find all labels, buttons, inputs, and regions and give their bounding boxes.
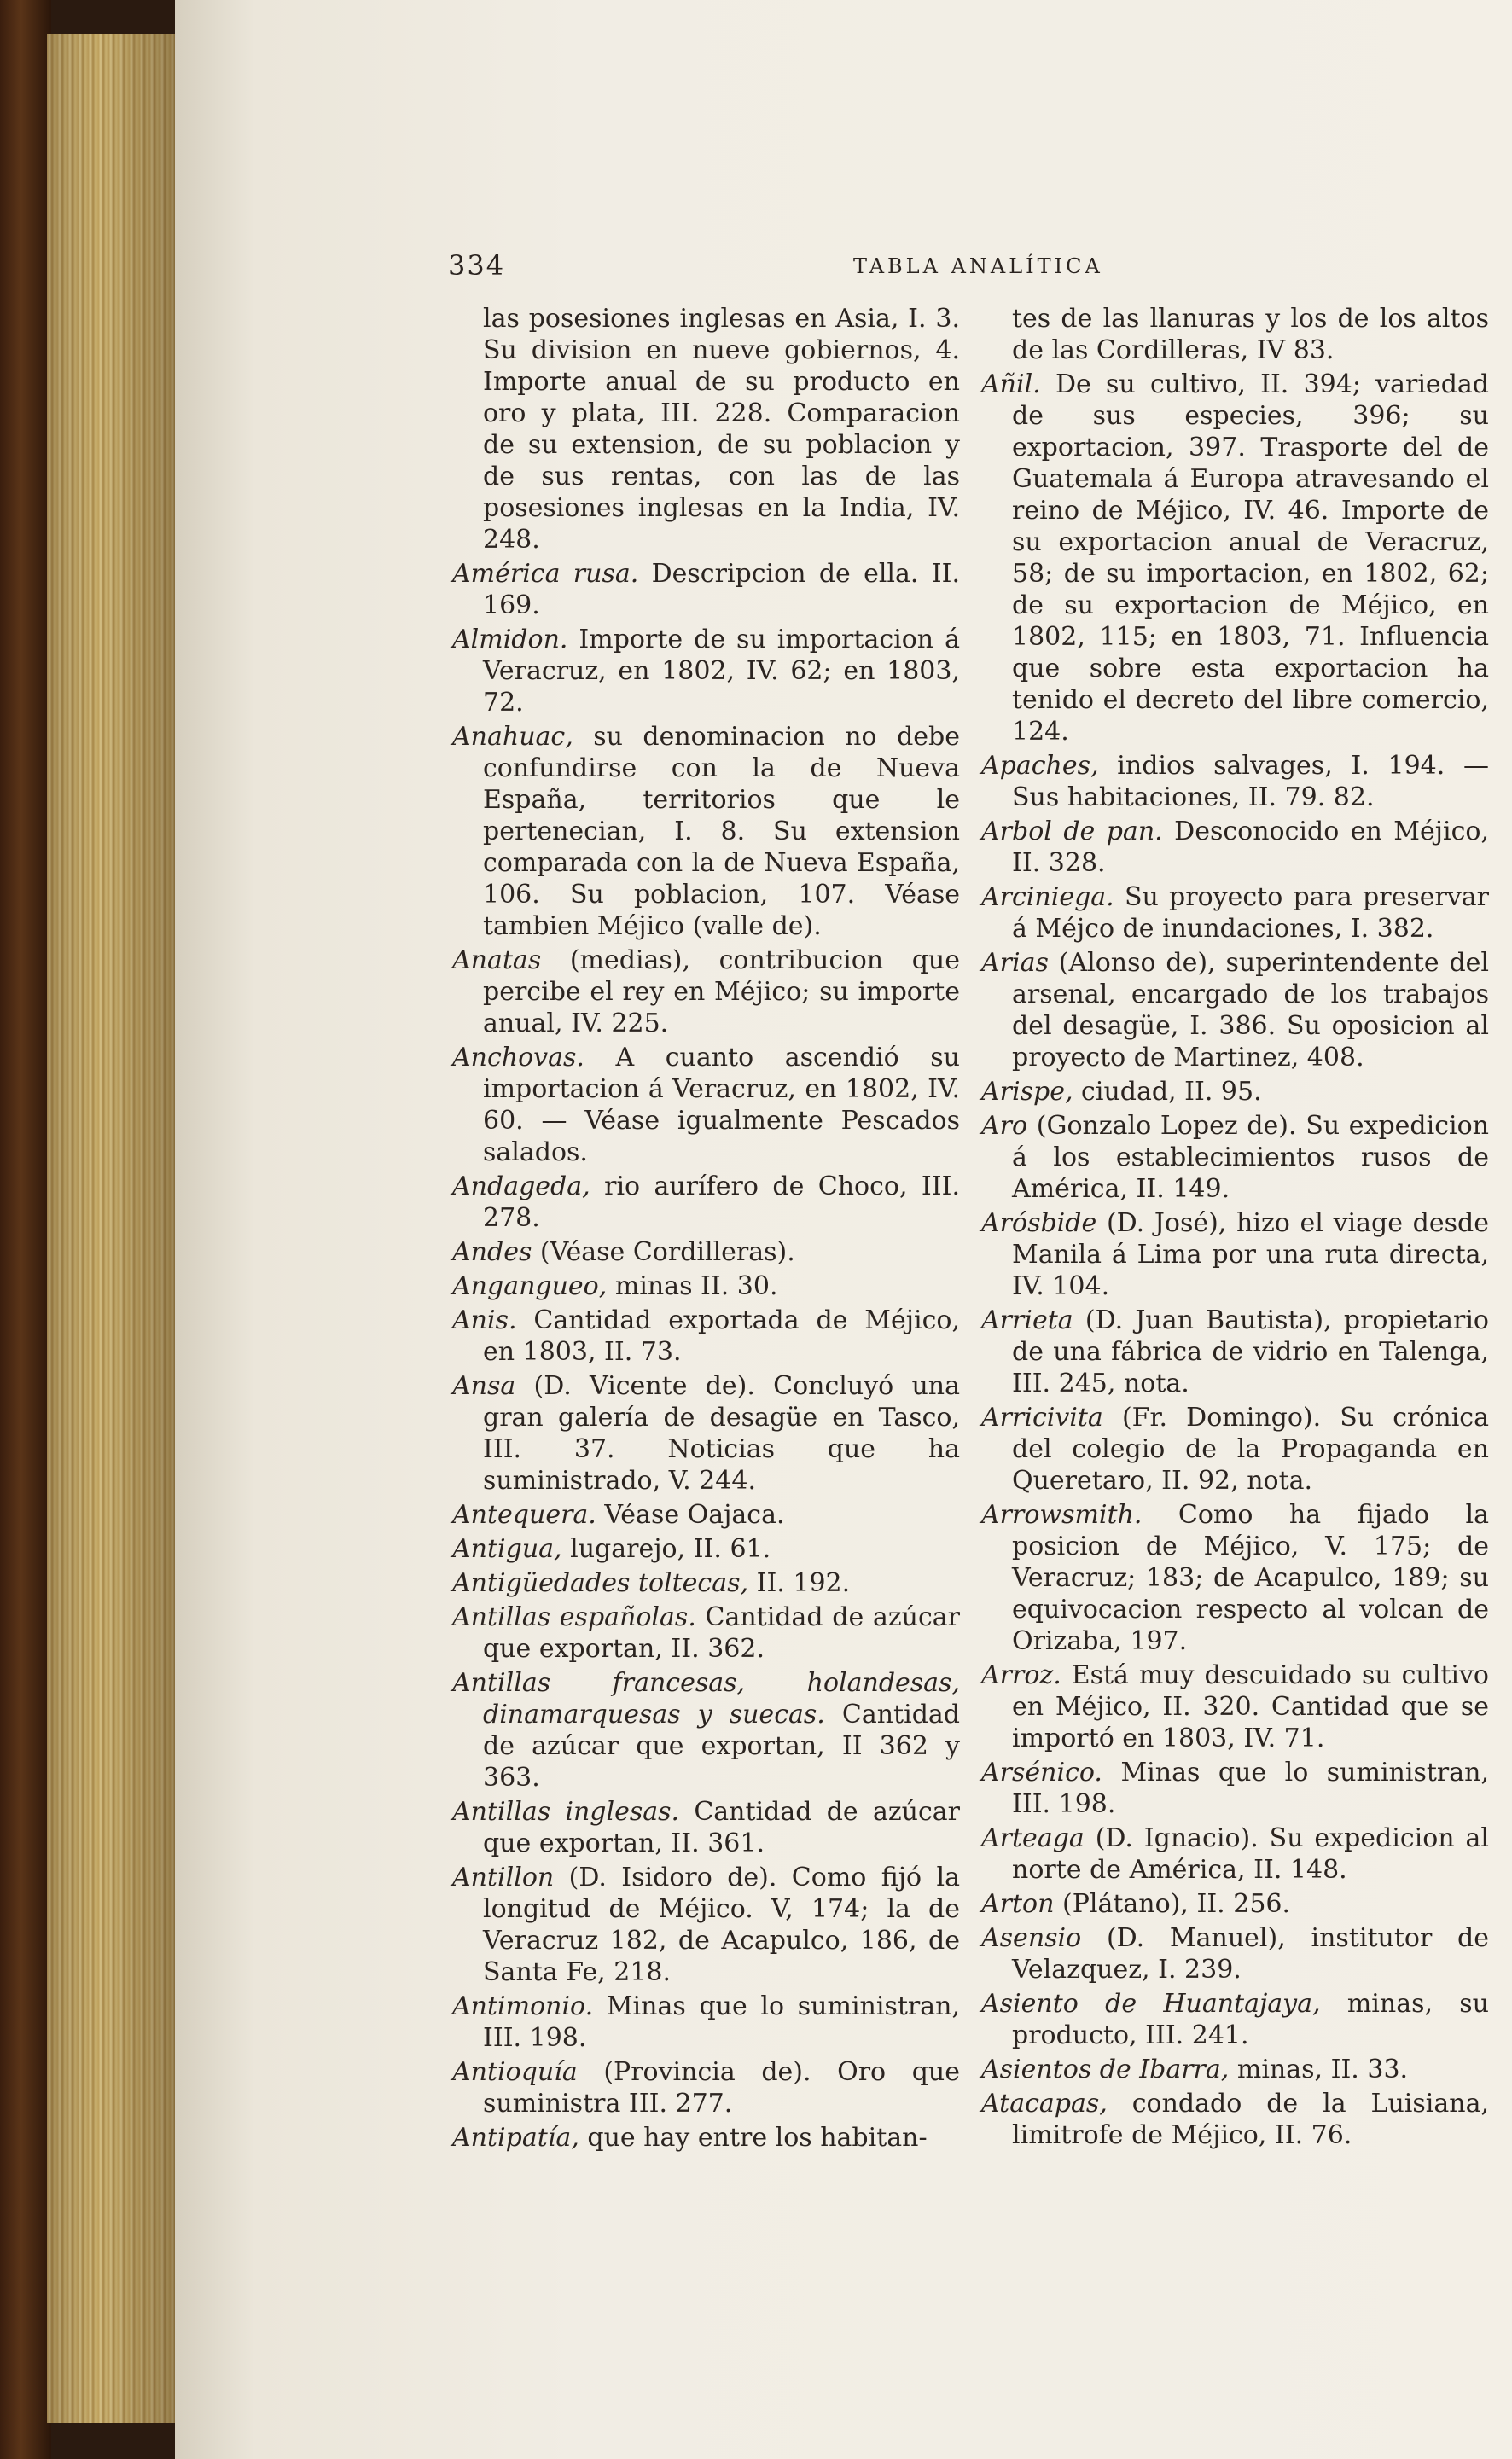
index-entry (981, 1660, 1489, 1754)
index-entry (981, 1922, 1489, 1985)
index-entry (452, 303, 960, 555)
index-entry-text: condado de la Luisiana, limitrofe de Méjico, II. 76. (1012, 2089, 1490, 2150)
index-entry-text: (Plátano), II. 256. (1062, 1889, 1291, 1919)
index-entry (452, 945, 960, 1039)
index-entry (981, 1207, 1489, 1302)
index-entry-text: Su proyecto para preservar á Méjco de inundaciones, I. 382. (1012, 882, 1489, 944)
index-entry-text: (Véase Cordilleras). (539, 1237, 795, 1267)
index-entry-text: Está muy descuidado su cultivo en Méjico, II. 320. Cantidad que se importó en 1803, IV. 71. (1012, 1660, 1489, 1753)
index-headword: Antimonio. (452, 1991, 594, 2021)
index-entry-text: minas, II. 33. (1236, 2055, 1409, 2084)
index-entry-text: que hay entre los habitan- (587, 2123, 928, 2153)
index-headword: Andes (452, 1237, 532, 1267)
index-entry (452, 1667, 960, 1793)
index-entry (981, 1499, 1489, 1657)
index-headword: Arrowsmith. (981, 1500, 1143, 1530)
index-entry (981, 1305, 1489, 1399)
index-entry-text: minas, su producto, III. 241. (1012, 1989, 1489, 2050)
index-headword: Arsénico. (981, 1758, 1102, 1788)
index-entry-text: las posesiones inglesas en Asia, I. 3. Su division en nueve gobiernos, 4. Importe anual de su producto en oro y plata, III. 228. Comparacion de su extension, de su poblacion y de sus rentas, con las de las posesiones inglesas en la India, IV. 248. (483, 304, 960, 555)
index-entry (981, 1888, 1489, 1920)
index-entry-text: ciudad, II. 95. (1081, 1077, 1262, 1107)
index-entry (452, 1567, 960, 1599)
index-entry (452, 1991, 960, 2054)
book-cover-edge (0, 0, 51, 2459)
index-entry-text: A cuanto ascendió su importacion á Veracruz, en 1802, IV. 60. — Véase igualmente Pescados salados. (483, 1043, 960, 1167)
index-entry (452, 558, 960, 621)
index-entry-text: (D. Ignacio). Su expedicion al norte de América, II. 148. (1012, 1823, 1489, 1885)
index-headword: Arciniega. (981, 882, 1114, 912)
index-entry-text: minas II. 30. (614, 1271, 778, 1301)
index-entry-text: Cantidad exportada de Méjico, en 1803, II. 73. (483, 1305, 960, 1367)
page-header (448, 249, 1472, 283)
gilt-page-edges (47, 34, 175, 2423)
index-entry-text: (Alonso de), superintendente del arsenal, encargado de los trabajos del desagüe, I. 386. Su oposicion al proyecto de Martinez, 408. (1012, 948, 1489, 1073)
index-entry (981, 2088, 1489, 2151)
index-entry (452, 1370, 960, 1497)
index-entry-text: Descripcion de ella. II. 169. (483, 559, 960, 620)
index-entry-text: Minas que lo suministran, III. 198. (483, 1991, 960, 2053)
index-entry (981, 881, 1489, 945)
index-entry-text: tes de las llanuras y los de los altos de las Cordilleras, IV 83. (1012, 304, 1489, 365)
index-headword: Anchovas. (452, 1043, 584, 1073)
index-entry (981, 369, 1489, 747)
index-headword: Antipatía, (452, 2123, 579, 2153)
index-entry-text: (D. Manuel), institutor de Velazquez, I. 239. (1012, 1923, 1489, 1985)
index-headword: Angangueo, (452, 1271, 608, 1301)
index-entry (452, 1270, 960, 1302)
index-entry (452, 1236, 960, 1268)
index-headword: Anatas (452, 945, 542, 975)
index-headword: Almidon. (452, 625, 568, 654)
index-headword: Arton (981, 1889, 1055, 1919)
index-headword: Arósbide (981, 1208, 1097, 1238)
index-headword: Aro (981, 1111, 1028, 1141)
index-entry (981, 947, 1489, 1073)
page-number: 334 (448, 249, 506, 282)
index-headword: Arispe, (981, 1077, 1073, 1107)
index-entry (452, 1533, 960, 1565)
index-entry-text: Cantidad de azúcar que exportan, II. 361. (483, 1797, 960, 1858)
index-headword: Arias (981, 948, 1049, 978)
index-entry (452, 1042, 960, 1168)
index-headword: Asiento de Huantajaya, (981, 1989, 1321, 2019)
index-entry (981, 1822, 1489, 1886)
index-entry-text: rio aurífero de Choco, III. 278. (483, 1171, 960, 1233)
index-entry-text: Como ha fijado la posicion de Méjico, V. 175; de Veracruz; 183; de Acapulco, 189; su equivocacion respecto al volcan de Orizaba, 197. (1012, 1500, 1489, 1656)
index-entry-text: (D. Vicente de). Concluyó una gran galería de desagüe en Tasco, III. 37. Noticias que ha suministrado, V. 244. (483, 1371, 960, 1496)
index-headword: Antillas españolas. (452, 1602, 696, 1632)
index-entry (981, 1402, 1489, 1497)
index-entry-text: indios salvages, I. 194. — Sus habitaciones, II. 79. 82. (1012, 751, 1489, 812)
index-headword: Ansa (452, 1371, 516, 1401)
index-entry (452, 1171, 960, 1234)
index-entry-text: (D. Juan Bautista), propietario de una fábrica de vidrio en Talenga, III. 245, nota. (1012, 1305, 1489, 1398)
index-entry-text: Minas que lo suministran, III. 198. (1012, 1758, 1489, 1819)
index-entry (981, 1076, 1489, 1107)
index-headword: Arteaga (981, 1823, 1085, 1853)
index-entry-text: II. 192. (756, 1568, 851, 1598)
index-entry (981, 1757, 1489, 1820)
index-entry-text: Importe de su importacion á Veracruz, en 1802, IV. 62; en 1803, 72. (483, 625, 960, 718)
index-entry-text: De su cultivo, II. 394; variedad de sus especies, 396; su exportacion, 397. Trasporte del de Guatemala á Europa atravesando el reino de Méjico, IV. 46. Importe de su exportacion anual de Veracruz, 58; de su importacion, en 1802, 62; de su exportacion de Méjico, en 1802, 115; en 1803, 71. Influencia que sobre esta exportacion ha tenido el decreto del libre comercio, 124. (1012, 369, 1489, 747)
index-entry (452, 1796, 960, 1859)
index-entry (981, 816, 1489, 879)
index-entry-text: Cantidad de azúcar que exportan, II 362 y 363. (483, 1700, 960, 1793)
index-headword: Antillas francesas, holandesas, dinamarquesas y suecas. (452, 1668, 960, 1729)
index-entry (981, 750, 1489, 813)
index-column-right (981, 303, 1489, 2154)
index-headword: Añil. (981, 369, 1041, 399)
index-entry-text: (Fr. Domingo). Su crónica del colegio de la Propaganda en Queretaro, II. 92, nota. (1012, 1403, 1489, 1496)
index-headword: Antequera. (452, 1500, 596, 1530)
index-entry (981, 1110, 1489, 1205)
index-headword: Asientos de Ibarra, (981, 2055, 1230, 2084)
index-entry (452, 721, 960, 942)
index-entry-text: (Gonzalo Lopez de). Su expedicion á los establecimientos rusos de América, II. 149. (1012, 1111, 1489, 1204)
index-entry-text: (medias), contribucion que percibe el rey en Méjico; su importe anual, IV. 225. (483, 945, 960, 1038)
index-headword: Antioquía (452, 2057, 578, 2087)
index-entry-text: lugarejo, II. 61. (570, 1534, 771, 1564)
index-entry-text: Cantidad de azúcar que exportan, II. 362. (483, 1602, 960, 1664)
index-headword: Atacapas, (981, 2089, 1108, 2119)
index-entry (452, 1602, 960, 1665)
index-entry-text: (D. Isidoro de). Como fijó la longitud de Méjico. V, 174; la de Veracruz 182, de Acapulco, 186, de Santa Fe, 218. (483, 1863, 960, 1987)
index-headword: Anahuac, (452, 722, 573, 752)
index-entry (981, 2054, 1489, 2085)
index-headword: Apaches, (981, 751, 1099, 781)
index-column-left (452, 303, 960, 2156)
index-headword: Antigua, (452, 1534, 562, 1564)
index-headword: Antillon (452, 1863, 555, 1892)
index-headword: Arricivita (981, 1403, 1103, 1433)
index-headword: Andageda, (452, 1171, 590, 1201)
index-headword: Arbol de pan. (981, 817, 1163, 846)
index-headword: Asensio (981, 1923, 1082, 1953)
index-headword: Arrieta (981, 1305, 1073, 1335)
index-entry (452, 1305, 960, 1368)
index-entry (452, 624, 960, 718)
index-entry (452, 2122, 960, 2154)
index-entry-text: Véase Oajaca. (604, 1500, 785, 1530)
index-entry-text: (D. José), hizo el viage desde Manila á Lima por una ruta directa, IV. 104. (1012, 1208, 1489, 1301)
index-entry-text: su denominacion no debe confundirse con la de Nueva España, territorios que le pertenecian, I. 8. Su extension comparada con la de Nueva España, 106. Su poblacion, 107. Véase tambien Méjico (valle de). (483, 722, 960, 941)
index-headword: Arroz. (981, 1660, 1061, 1690)
index-entry (452, 1862, 960, 1988)
index-headword: Antillas inglesas. (452, 1797, 680, 1827)
index-entry-text: (Provincia de). Oro que suministra III. 277. (483, 2057, 960, 2119)
index-entry (981, 303, 1489, 366)
index-entry (452, 1499, 960, 1531)
index-headword: América rusa. (452, 559, 639, 589)
index-headword: Anis. (452, 1305, 517, 1335)
index-headword: Antigüedades toltecas, (452, 1568, 749, 1598)
index-entry (452, 2056, 960, 2119)
running-head: TABLA ANALÍTICA (853, 254, 1103, 278)
index-entry-text: Desconocido en Méjico, II. 328. (1012, 817, 1489, 878)
index-entry (981, 1988, 1489, 2051)
